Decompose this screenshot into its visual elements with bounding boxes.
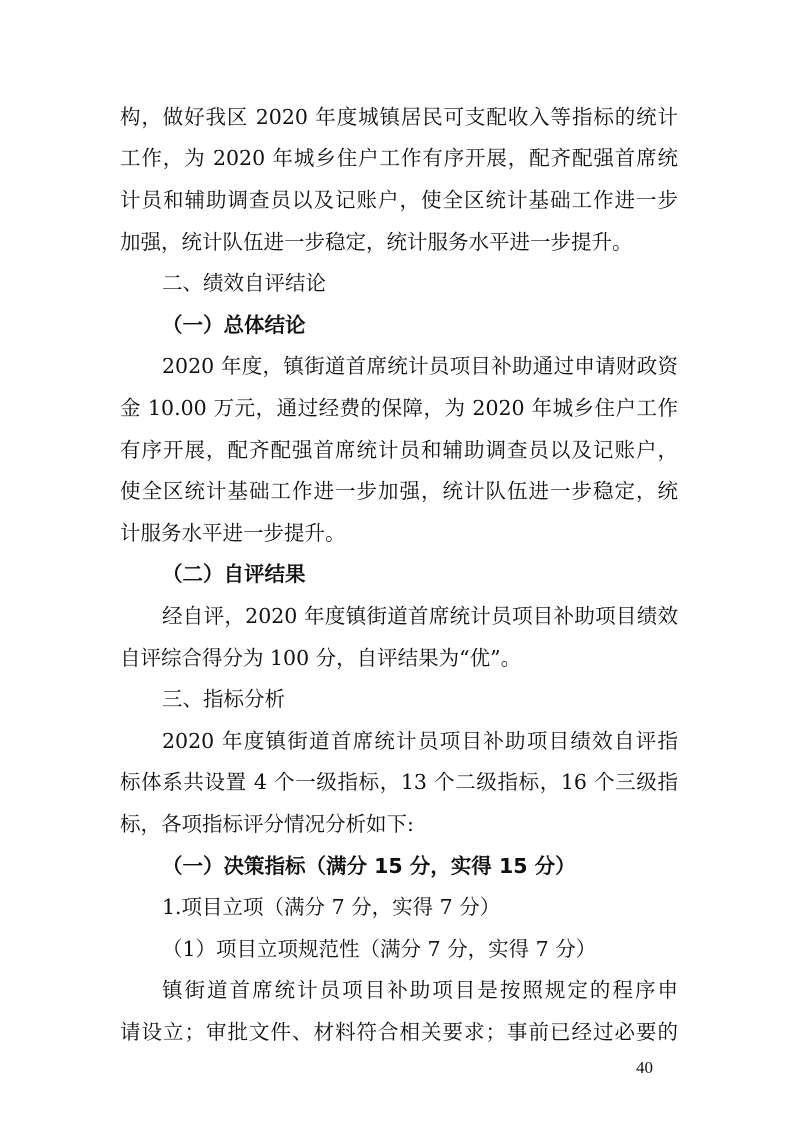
item-heading-project-approval: 1.项目立项（满分 7 分，实得 7 分） — [162, 895, 501, 919]
paragraph-line: 使全区统计基础工作进一步加强，统计队伍进一步稳定，统 — [120, 479, 678, 503]
page-number: 40 — [636, 1058, 653, 1077]
item-heading-approval-standardization: （1）项目立项规范性（满分 7 分，实得 7 分） — [162, 937, 597, 961]
paragraph-line: 自评综合得分为 100 分，自评结果为“优”。 — [120, 646, 522, 670]
paragraph-line: 经自评，2020 年度镇街道首席统计员项目补助项目绩效 — [162, 604, 678, 628]
paragraph-line: 2020 年度镇街道首席统计员项目补助项目绩效自评指 — [162, 729, 678, 753]
subsection-heading-self-evaluation-result: （二）自评结果 — [162, 562, 306, 586]
paragraph-line: 加强，统计队伍进一步稳定，统计服务水平进一步提升。 — [120, 230, 633, 254]
subsection-heading-decision-indicators: （一）决策指标（满分 15 分，实得 15 分） — [162, 854, 576, 878]
paragraph-line: 有序开展，配齐配强首席统计员和辅助调查员以及记账户， — [120, 438, 678, 462]
paragraph-line: 计服务水平进一步提升。 — [120, 521, 346, 545]
paragraph-line: 2020 年度，镇街道首席统计员项目补助通过申请财政资 — [162, 354, 678, 378]
paragraph-line: 构，做好我区 2020 年度城镇居民可支配收入等指标的统计 — [120, 105, 678, 129]
section-heading-indicator-analysis: 三、指标分析 — [162, 687, 285, 711]
paragraph-line: 标，各项指标评分情况分析如下: — [120, 812, 414, 836]
section-heading-performance-conclusion: 二、绩效自评结论 — [162, 271, 326, 295]
paragraph-line: 工作，为 2020 年城乡住户工作有序开展，配齐配强首席统 — [120, 146, 678, 170]
paragraph-line: 请设立；审批文件、材料符合相关要求；事前已经过必要的 — [120, 1020, 678, 1044]
paragraph-line: 计员和辅助调查员以及记账户，使全区统计基础工作进一步 — [120, 188, 678, 212]
paragraph-line: 镇街道首席统计员项目补助项目是按照规定的程序申 — [162, 978, 678, 1002]
paragraph-line: 标体系共设置 4 个一级指标，13 个二级指标，16 个三级指 — [120, 770, 678, 794]
subsection-heading-overall-conclusion: （一）总体结论 — [162, 313, 306, 337]
paragraph-line: 金 10.00 万元，通过经费的保障，为 2020 年城乡住户工作 — [120, 396, 678, 420]
